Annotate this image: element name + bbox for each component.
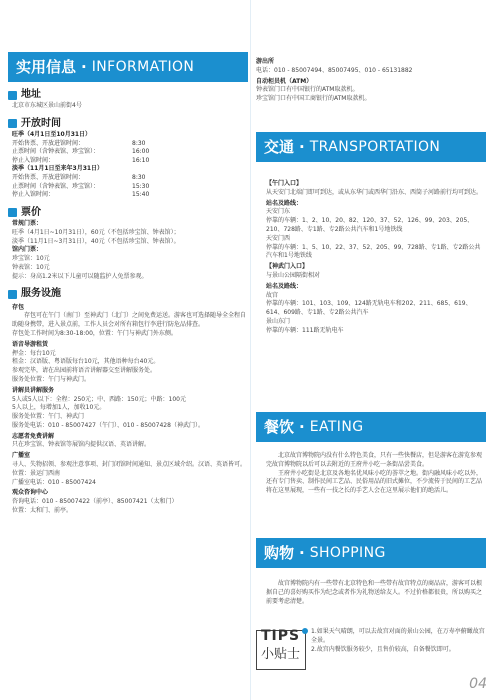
lost-1: 电话：010 - 85007494、85007495、010 - 65131882 — [256, 66, 413, 74]
guide-1: 押金：每台10元 — [12, 349, 56, 357]
broadcast-2: 位置：景运门西南 — [12, 469, 61, 477]
page-number: 04 — [469, 676, 487, 692]
tips-text — [311, 628, 486, 654]
atm-title: 自动柜员机（ATM） — [256, 77, 313, 85]
off-row: 止票时间（含钟表馆、珍宝馆）： 15:30 — [12, 182, 150, 190]
shopping-banner — [256, 538, 486, 568]
lecture-2: 5人以上，每增加1人，加收10元。 — [12, 404, 106, 412]
stop2-name: 天安门西 — [266, 234, 291, 242]
information-title-en: INFORMATION — [91, 58, 195, 75]
broadcast-1: 寻人、失物招领、参观注意事项、封门闭馆时间通知、景点区域介绍。汉语、英语皆可。 — [12, 461, 247, 469]
volunteer-title: 志愿者免费讲解 — [12, 432, 55, 440]
tips-badge — [256, 630, 306, 670]
regular-ticket-peak: 旺季（4月1日~10月31日），60元（不包括珍宝馆、钟表馆）； — [12, 228, 180, 236]
transport-banner — [256, 132, 486, 162]
stop4-name: 景山东门 — [266, 317, 291, 325]
transport-block — [256, 132, 486, 336]
peak-row: 止票时间（含钟表馆、珍宝馆）： 16:00 — [12, 148, 150, 156]
consult-2: 位置：太和门、前亭。 — [12, 507, 73, 515]
guide-2: 租金：汉语版、粤语版每台10元，其他语种每台40元。 — [12, 358, 160, 366]
storage-title: 存包 — [12, 303, 25, 311]
transport-title-en: TRANSPORTATION — [309, 138, 441, 155]
stop-label: 站名及路线： — [266, 199, 303, 207]
tickets-heading-text: 票价 — [21, 206, 41, 218]
consult-title: 观众咨询中心 — [12, 489, 49, 497]
tickets-heading — [8, 206, 248, 220]
stop-label-2: 站名及路线： — [266, 282, 303, 290]
guide-4: 服务处位置：午门与神武门。 — [12, 375, 91, 383]
storage-1: 存包可在午门（南门）至神武门（北门）之间免费运送。游客也可选择随导全全程自助随身携带，进入景点前，工作人员会对所有箱包行李进行防危品排查。 — [12, 312, 247, 329]
broadcast-title: 广播室 — [12, 452, 31, 460]
lecture-4: 服务处电话：010 - 85007427（午门）、010 - 85007428（神武门）。 — [12, 421, 204, 429]
off-season-title: 淡季（11月1日至来年3月31日） — [12, 165, 104, 173]
inner-ticket-title: 馆内门票： — [12, 246, 43, 254]
consult-1: 咨询电话：010 - 85007422（前亭）、85007421（太和门） — [12, 498, 178, 506]
volunteer-1: 只在珍宝馆、钟表馆等展馆内提供汉语、英语讲解。 — [12, 441, 151, 449]
services-heading — [8, 288, 248, 302]
inner-ticket-1: 珍宝馆：10元 — [12, 255, 50, 263]
stop1-routes: 停靠的车辆：1、2、10、20、82、120、37、52、126、99、203、205、210、728路、专1路、专2路公共汽车和1号地铁线 — [266, 217, 474, 233]
stop4-routes: 停靠的车辆：111路无轨电车 — [266, 326, 344, 334]
stop3-routes: 停靠的车辆：101、103、109、124路无轨电车和202、211、685、619、614、609路、专1路、专2路公共汽车 — [266, 300, 472, 317]
column-divider — [250, 0, 251, 700]
regular-ticket-title: 常规门票： — [12, 219, 43, 227]
wumen-1: 从天安门北端门即可到达，或从东华门或西华门沿东、西筒子河路前行均可到达。 — [266, 188, 483, 196]
hours-heading-text: 开放时间 — [21, 117, 61, 129]
shopping-p1: 故宫博物院内有一些带有北京特色和一些带有故宫特点的商品店，游客可以根据自己的喜好购买作为纪念或者作为礼物送给友人。不过价格都很贵，所以购买之前要考虑清楚。 — [266, 580, 483, 605]
banner-separator: · — [299, 417, 305, 436]
ticket-icon — [8, 208, 17, 217]
tip-2: 2.故宫内餐饮服务较少，且售价较高，自备餐饮即可。 — [311, 645, 455, 653]
stop3-name: 故宫 — [266, 291, 279, 299]
address-text: 北京市东城区景山前街4号 — [12, 102, 82, 109]
right-top-block — [256, 56, 486, 104]
lecture-title: 讲解员讲解服务 — [12, 386, 55, 394]
shopping-block — [256, 538, 486, 606]
eating-p1: 北京故宫博物院内没有什么特色美食，只有一些快餐店，但是游客在游览参观完故宫博物院以后可以去附近的王府井小吃一条街品尝美食。 — [266, 452, 483, 468]
hours-heading — [8, 117, 248, 131]
eating-title-cn: 餐饮 — [264, 417, 295, 436]
eating-p2: 王府井小吃街是北京及各地名优风味小吃的荟萃之地。街内融风味小吃以外，还有专门售卖、制作民间工艺品、民俗用品的旧式摊位，不少流传于民间的工艺品将在这里展现，一些有一技之长的手艺人会在这里展示他们的绝活儿。 — [266, 469, 483, 495]
guide-3: 参观完毕，请在出园前将语音讲解器交至讲解服务处。 — [12, 367, 157, 375]
peak-row: 开始售票、开放进馆时间： 8:30 — [12, 139, 146, 147]
lecture-1: 5人或5人以下：全程：250元；中、西路：150元；中路：100元 — [12, 395, 186, 403]
banner-separator: · — [81, 57, 87, 76]
clock-icon — [8, 119, 17, 128]
storage-2: 存包处工作时间为8:30-18:00，位置：午门与神武门外东侧。 — [12, 329, 177, 337]
shenwu-title: 【神武门入口】 — [266, 263, 309, 271]
inner-ticket-2: 钟表馆：10元 — [12, 263, 50, 271]
banner-separator: · — [299, 137, 305, 156]
stop2-routes: 停靠的车辆：1、5、10、22、37、52、205、99、728路、专1路、专2路公共汽车和1号地铁线 — [266, 243, 481, 260]
banner-separator: · — [299, 543, 305, 562]
information-column — [8, 52, 248, 516]
tips-label-cn: 小贴士 — [261, 647, 301, 662]
service-icon — [8, 290, 17, 299]
information-title-cn: 实用信息 — [16, 57, 77, 76]
tips-block — [256, 628, 486, 672]
broadcast-3: 广播室电话：010 - 85007424 — [12, 478, 96, 486]
regular-ticket-off: 淡季（11月1日~3月31日），40元（不包括珍宝馆、钟表馆）。 — [12, 237, 180, 245]
address-heading-text: 地址 — [21, 88, 41, 100]
peak-row: 停止入馆时间： 16:10 — [12, 156, 150, 164]
off-row: 停止入馆时间： 15:40 — [12, 191, 150, 199]
shenwu-1: 与景山公园隔街相对 — [266, 271, 321, 279]
eating-title-en: EATING — [309, 418, 364, 435]
eating-block — [256, 412, 486, 496]
wumen-title: 【午门入口】 — [266, 180, 303, 187]
lost-title: 游出所 — [256, 58, 275, 65]
atm-2: 珍宝馆门口有中国工商银行的ATM取款机。 — [256, 95, 371, 103]
location-icon — [8, 91, 17, 100]
shopping-title-en: SHOPPING — [309, 544, 386, 561]
address-heading — [8, 88, 248, 102]
information-banner — [8, 52, 248, 82]
shopping-title-cn: 购物 — [264, 543, 295, 562]
lecture-3: 服务处位置：午门、神武门 — [12, 413, 85, 421]
off-row: 开始售票、开放进馆时间： 8:30 — [12, 174, 146, 182]
peak-season-title: 旺季（4月1日至10月31日） — [12, 130, 92, 138]
guide-title: 语音导游租赁 — [12, 340, 49, 348]
atm-1: 钟表馆门口有中国银行的ATM取款机。 — [256, 86, 359, 94]
stop1-name: 天安门东 — [266, 208, 291, 216]
tips-dot-icon — [302, 628, 308, 634]
services-heading-text: 服务设施 — [21, 288, 61, 300]
ticket-note: 提示：身高1.2米以下儿童可以随监护人免票参观。 — [12, 272, 148, 280]
tips-label-en: TIPS — [261, 628, 301, 644]
transport-title-cn: 交通 — [264, 137, 295, 156]
tip-1: 1.如果天气晴朗，可以去故宫对面的景山公园，在万寿亭俯瞰故宫全景。 — [311, 628, 485, 644]
eating-banner — [256, 412, 486, 442]
